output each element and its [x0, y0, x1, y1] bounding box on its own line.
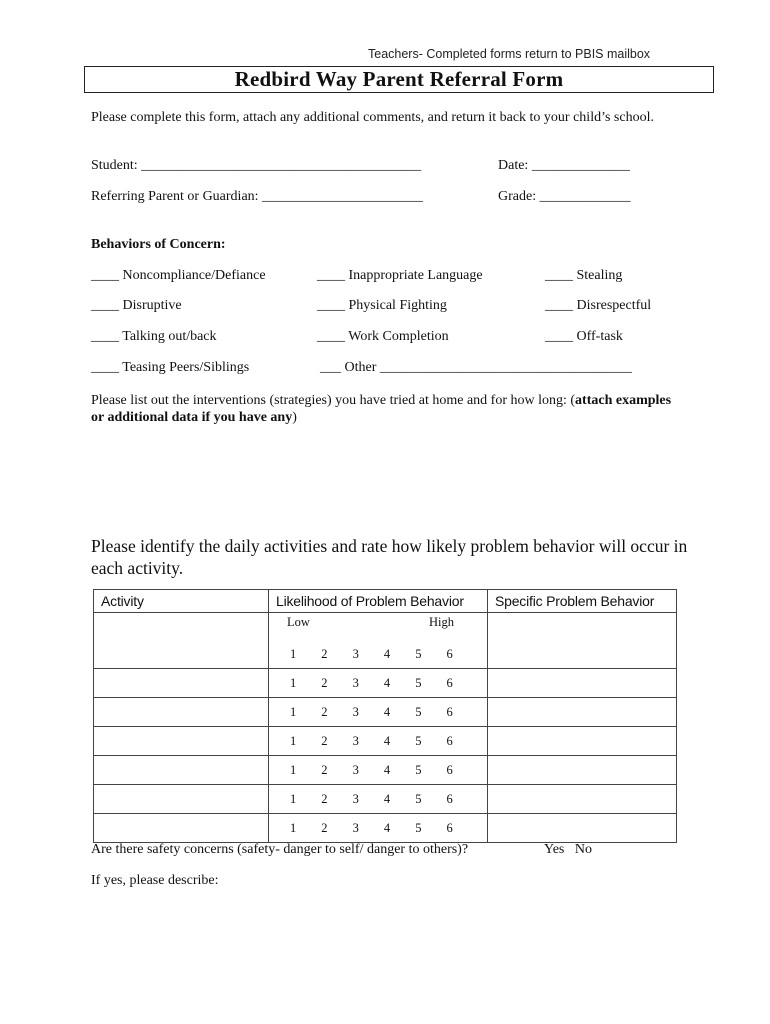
behavior-item[interactable]: ____ Disrespectful — [545, 298, 652, 313]
header-activity: Activity — [94, 590, 269, 613]
rating-scale[interactable]: 1 2 3 4 5 6 — [290, 821, 453, 835]
rating-scale[interactable]: 1 2 3 4 5 6 — [290, 734, 453, 748]
behavior-item[interactable]: ____ Off-task — [545, 329, 623, 344]
grade-field[interactable]: Grade: _____________ — [498, 189, 631, 204]
specific-behavior-cell[interactable] — [488, 669, 677, 698]
specific-behavior-cell[interactable] — [488, 814, 677, 843]
specific-behavior-cell[interactable] — [488, 727, 677, 756]
behavior-item[interactable]: ____ Work Completion — [317, 329, 449, 344]
table-row — [94, 698, 677, 727]
describe-label: If yes, please describe: — [91, 873, 219, 888]
safety-question: Are there safety concerns (safety- danger to self/ danger to others)? — [91, 842, 469, 857]
activity-cell[interactable] — [94, 785, 269, 814]
date-field[interactable]: Date: ______________ — [498, 158, 630, 173]
behavior-item[interactable]: ____ Stealing — [545, 268, 623, 283]
activity-table — [93, 589, 677, 843]
student-field[interactable]: Student: ________________________________________ — [91, 158, 422, 173]
title-box — [84, 66, 714, 93]
interventions-bold: attach examples or additional data if you have any — [91, 393, 672, 425]
behavior-item[interactable]: ____ Noncompliance/Defiance — [91, 268, 266, 283]
form-title: Redbird Way Parent Referral Form — [234, 67, 564, 91]
rating-scale[interactable]: 1 2 3 4 5 6 — [290, 792, 453, 806]
interventions-text: Please list out the interventions (strategies) you have tried at home and for how long: ( — [91, 393, 576, 408]
rating-scale[interactable]: 1 2 3 4 5 6 — [290, 676, 453, 690]
activity-cell[interactable] — [94, 727, 269, 756]
rating-scale[interactable]: 1 2 3 4 5 6 — [290, 705, 453, 719]
rating-cell[interactable] — [269, 814, 488, 843]
activity-cell[interactable] — [94, 814, 269, 843]
activities-prompt: Please identify the daily activities and rate how likely problem behavior will occur in each activity. — [91, 536, 688, 578]
rating-cell[interactable] — [269, 613, 488, 669]
activity-cell[interactable] — [94, 698, 269, 727]
high-label: High — [429, 615, 454, 629]
behavior-item[interactable]: ____ Talking out/back — [91, 329, 217, 344]
specific-behavior-cell[interactable] — [488, 698, 677, 727]
table-row — [94, 727, 677, 756]
rating-cell[interactable] — [269, 785, 488, 814]
rating-scale[interactable]: 1 2 3 4 5 6 — [290, 647, 453, 661]
safety-options[interactable]: Yes No — [544, 842, 592, 857]
header-likelihood: Likelihood of Problem Behavior — [269, 590, 488, 613]
parent-field[interactable]: Referring Parent or Guardian: _______________________ — [91, 189, 424, 204]
rating-cell[interactable] — [269, 669, 488, 698]
behavior-item[interactable]: ____ Inappropriate Language — [317, 268, 483, 283]
interventions-close: ) — [292, 410, 297, 425]
header-specific: Specific Problem Behavior — [488, 590, 677, 613]
intro-text: Please complete this form, attach any additional comments, and return it back to your child’s school. — [91, 110, 654, 125]
behaviors-heading: Behaviors of Concern: — [91, 237, 226, 252]
activity-cell[interactable] — [94, 669, 269, 698]
rating-scale[interactable]: 1 2 3 4 5 6 — [290, 763, 453, 777]
specific-behavior-cell[interactable] — [488, 785, 677, 814]
table-row — [94, 785, 677, 814]
table-row — [94, 756, 677, 785]
behavior-item-other[interactable]: ___ Other ____________________________________ — [320, 360, 632, 375]
rating-cell[interactable] — [269, 756, 488, 785]
activity-cell[interactable] — [94, 756, 269, 785]
rating-cell[interactable] — [269, 698, 488, 727]
behavior-item[interactable]: ____ Disruptive — [91, 298, 182, 313]
behavior-item[interactable]: ____ Physical Fighting — [317, 298, 447, 313]
table-row — [94, 814, 677, 843]
specific-behavior-cell[interactable] — [488, 756, 677, 785]
header-note: Teachers- Completed forms return to PBIS mailbox — [368, 47, 651, 61]
behavior-item[interactable]: ____ Teasing Peers/Siblings — [91, 360, 250, 375]
activity-cell[interactable] — [94, 613, 269, 669]
low-label: Low — [287, 615, 310, 629]
specific-behavior-cell[interactable] — [488, 613, 677, 669]
table-row — [94, 613, 677, 669]
table-row — [94, 669, 677, 698]
interventions-prompt — [91, 392, 681, 426]
rating-cell[interactable] — [269, 727, 488, 756]
